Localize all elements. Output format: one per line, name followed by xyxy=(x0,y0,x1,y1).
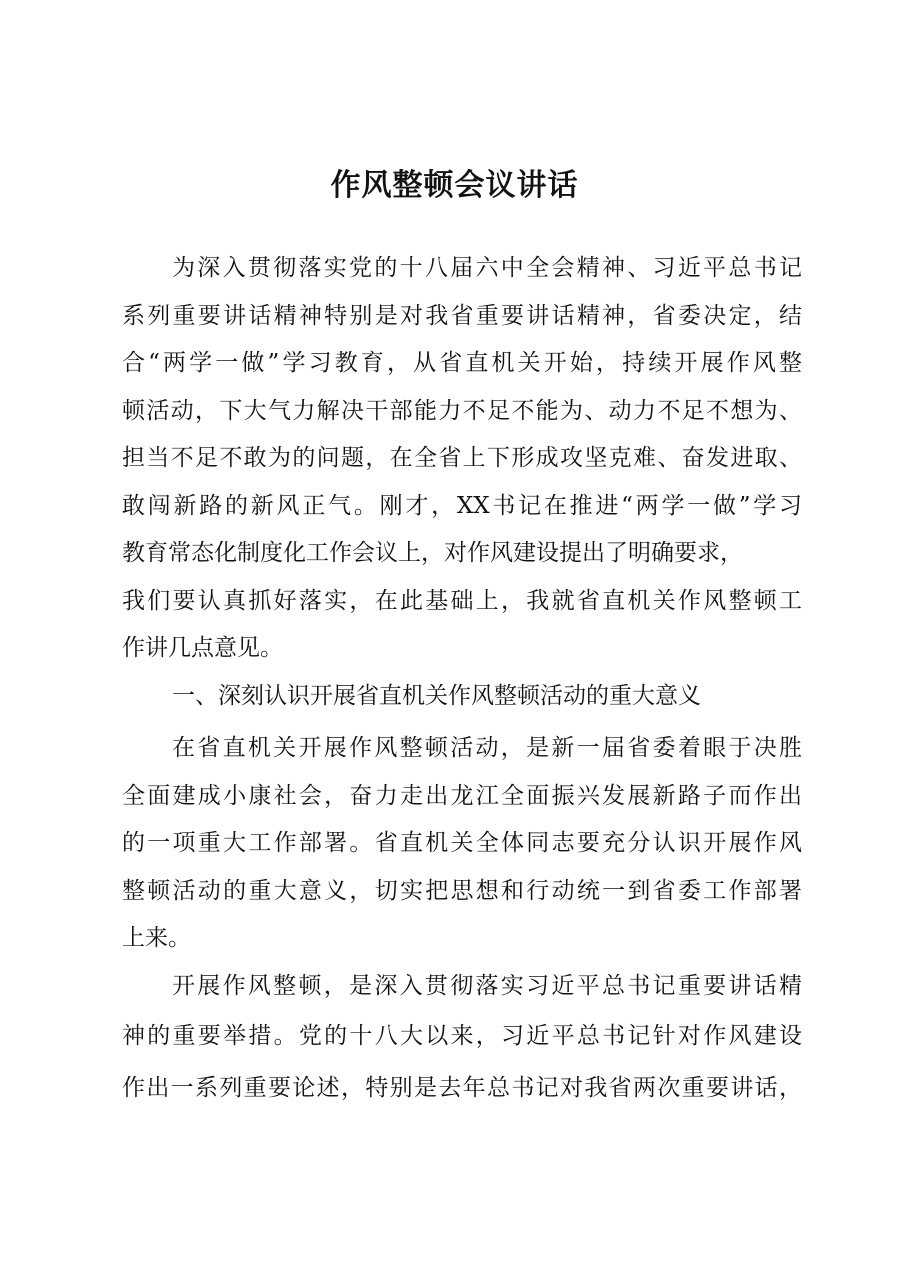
paragraph-line: 合“两学一做”学习教育，从省直机关开始，持续开展作风整 xyxy=(122,350,802,376)
paragraph-line: 的一项重大工作部署。省直机关全体同志要充分认识开展作风 xyxy=(122,830,802,856)
paragraph-line: 为深入贯彻落实党的十八届六中全会精神、习近平总书记 xyxy=(172,255,802,281)
paragraph-line: 担当不足不敢为的问题，在全省上下形成攻坚克难、奋发进取、 xyxy=(122,445,802,471)
paragraph-line: 系列重要讲话精神特别是对我省重要讲话精神，省委决定，结 xyxy=(122,303,802,329)
paragraph-line: 作出一系列重要论述，特别是去年总书记对我省两次重要讲话， xyxy=(122,1075,802,1101)
paragraph-line: 在省直机关开展作风整顿活动，是新一届省委着眼于决胜 xyxy=(172,735,802,761)
paragraph-line: 开展作风整顿，是深入贯彻落实习近平总书记重要讲话精 xyxy=(172,973,802,999)
paragraph-line: 我们要认真抓好落实，在此基础上，我就省直机关作风整顿工 xyxy=(122,588,802,614)
paragraph-line: 顿活动，下大气力解决干部能力不足不能为、动力不足不想为、 xyxy=(122,398,802,424)
document-title: 作风整顿会议讲话 xyxy=(330,168,579,203)
section-heading: 一、深刻认识开展省直机关作风整顿活动的重大意义 xyxy=(172,683,701,709)
paragraph-line: 整顿活动的重大意义，切实把思想和行动统一到省委工作部署 xyxy=(122,878,802,904)
paragraph-line: 敢闯新路的新风正气。刚才，XX书记在推进“两学一做”学习 xyxy=(122,493,802,519)
paragraph-line: 全面建成小康社会，奋力走出龙江全面振兴发展新路子而作出 xyxy=(122,783,802,809)
paragraph-line: 作讲几点意见。 xyxy=(122,635,283,661)
paragraph-line: 上来。 xyxy=(122,925,191,951)
paragraph-line: 神的重要举措。党的十八大以来，习近平总书记针对作风建设 xyxy=(122,1023,802,1049)
paragraph-line: 教育常态化制度化工作会议上，对作风建设提出了明确要求， xyxy=(122,540,743,566)
